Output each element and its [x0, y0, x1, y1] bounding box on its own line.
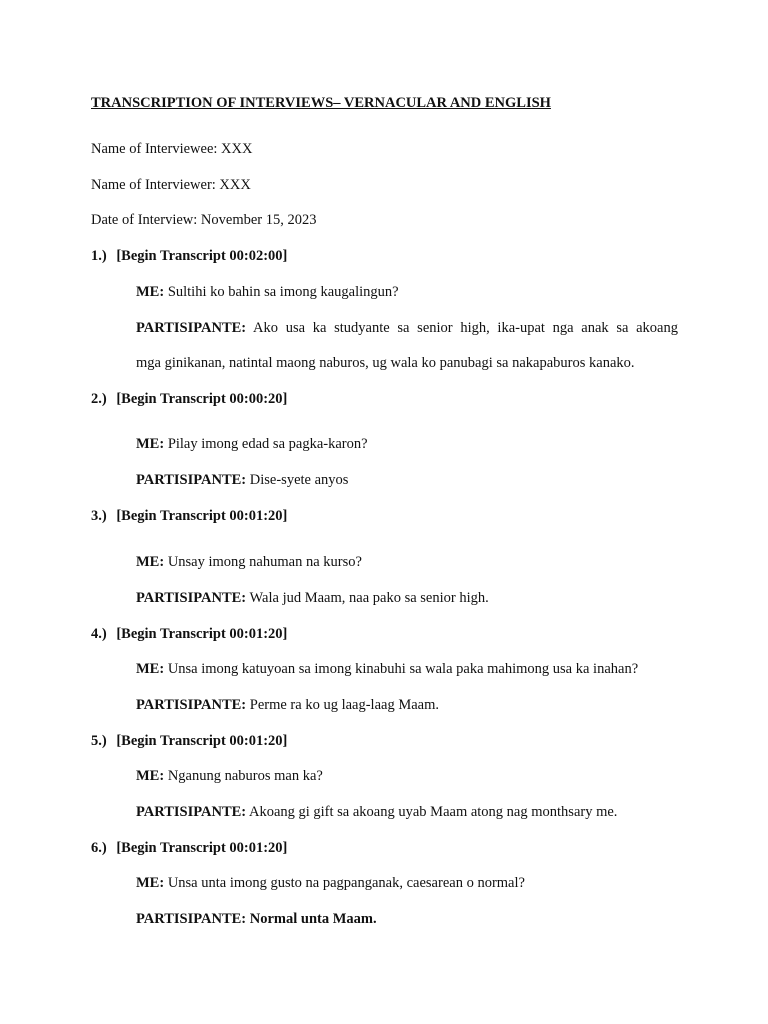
- speaker-label-me: ME:: [136, 284, 165, 300]
- speaker-label-partisipante: PARTISIPANTE:: [136, 590, 247, 606]
- question-text: Pilay imong edad sa pagka-karon?: [167, 436, 368, 452]
- interview-date: Date of Interview: November 15, 2023: [91, 212, 317, 228]
- item-number: 5.): [91, 733, 107, 749]
- interviewer-name: Name of Interviewer: XXX: [91, 177, 251, 193]
- participant-answer-1-line2: mga ginikanan, natintal maong naburos, ug wala ko panubagi sa nakapaburos kanako.: [136, 355, 635, 371]
- transcript-header-5: [91, 732, 287, 750]
- interviewer-question-4: [136, 660, 638, 678]
- question-text: Sultihi ko bahin sa imong kaugalingun?: [167, 284, 399, 300]
- interviewer-question-2: [136, 435, 368, 453]
- interviewer-question-1: [136, 283, 399, 301]
- transcript-header-2: [91, 390, 287, 408]
- answer-text: Perme ra ko ug laag-laag Maam.: [249, 697, 439, 713]
- transcript-header-6: [91, 839, 287, 857]
- speaker-label-partisipante: PARTISIPANTE:: [136, 804, 247, 820]
- speaker-label-me: ME:: [136, 554, 165, 570]
- item-number: 3.): [91, 508, 107, 524]
- transcript-header-1: [91, 247, 287, 265]
- interviewer-question-6: [136, 874, 525, 892]
- participant-answer-4: [136, 696, 439, 714]
- item-number: 4.): [91, 626, 107, 642]
- speaker-label-me: ME:: [136, 661, 165, 677]
- interviewer-question-5: [136, 767, 323, 785]
- transcript-timestamp: [Begin Transcript 00:01:20]: [116, 508, 288, 524]
- interviewer-question-3: [136, 553, 362, 571]
- speaker-label-partisipante: PARTISIPANTE:: [136, 697, 247, 713]
- answer-text: Normal unta Maam.: [249, 911, 377, 927]
- speaker-label-partisipante: PARTISIPANTE:: [136, 911, 247, 927]
- answer-text: Dise-syete anyos: [249, 472, 349, 488]
- question-text: Unsa imong katuyoan sa imong kinabuhi sa wala paka mahimong usa ka inahan?: [167, 661, 639, 677]
- item-number: 6.): [91, 840, 107, 856]
- participant-answer-1-line1: [136, 319, 678, 337]
- transcript-timestamp: [Begin Transcript 00:02:00]: [116, 248, 288, 264]
- question-text: Nganung naburos man ka?: [167, 768, 323, 784]
- speaker-label-me: ME:: [136, 436, 165, 452]
- question-text: Unsay imong nahuman na kurso?: [167, 554, 362, 570]
- speaker-label-me: ME:: [136, 875, 165, 891]
- participant-answer-3: [136, 589, 489, 607]
- transcript-timestamp: [Begin Transcript 00:01:20]: [116, 626, 288, 642]
- interviewee-name: Name of Interviewee: XXX: [91, 141, 253, 157]
- item-number: 1.): [91, 248, 107, 264]
- transcript-timestamp: [Begin Transcript 00:01:20]: [116, 840, 288, 856]
- answer-text: Ako usa ka studyante sa senior high, ika-upat nga anak sa akoang: [253, 320, 678, 336]
- transcript-timestamp: [Begin Transcript 00:01:20]: [116, 733, 288, 749]
- participant-answer-6: [136, 910, 377, 928]
- speaker-label-me: ME:: [136, 768, 165, 784]
- answer-text: Akoang gi gift sa akoang uyab Maam atong nag monthsary me.: [248, 804, 618, 820]
- document-title: TRANSCRIPTION OF INTERVIEWS– VERNACULAR AND ENGLISH: [91, 95, 551, 111]
- participant-answer-2: [136, 471, 348, 489]
- transcript-header-4: [91, 625, 287, 643]
- transcript-header-3: [91, 507, 287, 525]
- speaker-label-partisipante: PARTISIPANTE:: [136, 472, 247, 488]
- answer-text: Wala jud Maam, naa pako sa senior high.: [249, 590, 489, 606]
- transcript-timestamp: [Begin Transcript 00:00:20]: [116, 391, 288, 407]
- speaker-label-partisipante: PARTISIPANTE:: [136, 320, 247, 336]
- item-number: 2.): [91, 391, 107, 407]
- question-text: Unsa unta imong gusto na pagpanganak, caesarean o normal?: [167, 875, 525, 891]
- participant-answer-5: [136, 803, 617, 821]
